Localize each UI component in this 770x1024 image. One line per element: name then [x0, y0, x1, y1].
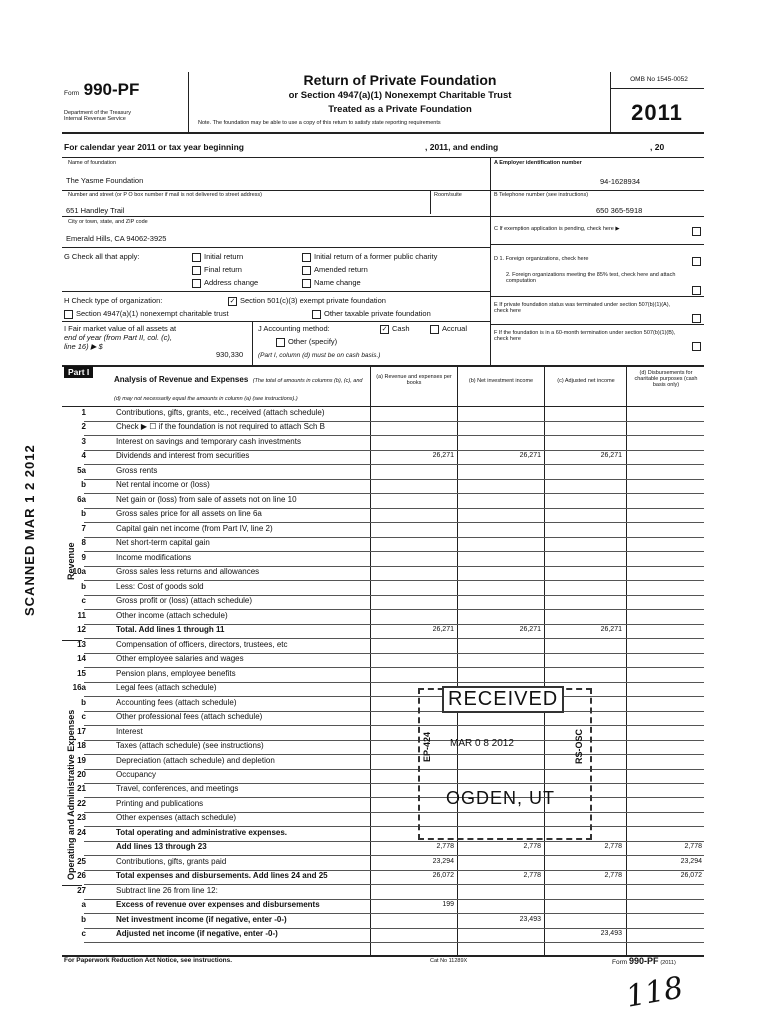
received-text: RECEIVED — [442, 686, 564, 713]
part1-title: Analysis of Revenue and Expenses (The total of amounts in columns (b), (c), and (d) may not necessarily equal the amounts in column (a) (see instructions).) — [114, 375, 363, 402]
cell-b[interactable]: 2,778 — [523, 872, 541, 880]
table-row — [64, 422, 698, 434]
ein-label: A Employer identification number — [494, 160, 582, 166]
line-number: 26 — [77, 871, 86, 881]
line-label: Printing and publications — [116, 798, 204, 808]
foreign-85-label: 2. Foreign organizations meeting the 85% test, check here and attach computation — [506, 272, 676, 285]
line-number: 20 — [77, 770, 86, 779]
cell-d[interactable]: 23,294 — [680, 857, 702, 865]
table-row — [64, 495, 698, 507]
table-row — [64, 466, 698, 478]
line-label: Net rental income or (loss) — [116, 480, 210, 490]
line-label: Dividends and interest from securities — [116, 451, 250, 461]
line-number: a — [81, 900, 86, 910]
ein-value[interactable]: 94-1628934 — [600, 177, 641, 186]
line-number: 6a — [77, 494, 86, 504]
other-method-option[interactable]: Other (specify) — [276, 337, 337, 347]
line-number: 1 — [81, 408, 86, 417]
accrual-option[interactable]: Accrual — [430, 324, 467, 334]
termination-60mo-label: F If the foundation is in a 60-month termination under section 507(b)(1)(B), check here — [494, 330, 676, 343]
final-return-option[interactable]: Final return — [192, 265, 242, 275]
line-number: 12 — [77, 625, 86, 635]
initial-former-charity-option[interactable]: Initial return of a former public charity — [302, 252, 437, 262]
line-label: Gross profit or (loss) (attach schedule) — [116, 596, 253, 606]
table-row — [64, 828, 698, 840]
omb-number: OMB No 1545-0052 — [630, 76, 688, 83]
line-number: 13 — [77, 639, 86, 649]
line-number: 14 — [77, 654, 86, 664]
fmv-value[interactable]: 930,330 — [216, 350, 244, 359]
cell-c[interactable]: 26,271 — [600, 626, 622, 634]
table-row — [64, 712, 698, 724]
cell-b[interactable]: 23,493 — [519, 915, 541, 923]
line-label: Pension plans, employee benefits — [116, 668, 236, 678]
4947-option[interactable]: Section 4947(a)(1) nonexempt charitable trust — [64, 309, 229, 319]
calendar-20-label: , 20 — [650, 142, 665, 152]
table-row — [64, 408, 698, 420]
line-label: Gross sales price for all assets on line 6a — [116, 509, 262, 519]
cell-b[interactable]: 26,271 — [519, 452, 541, 460]
g-label: G Check all that apply: — [64, 252, 140, 261]
dept-label: Department of the Treasury Internal Revenue Service — [64, 110, 131, 123]
cat-number: Cat No 11289X — [430, 958, 468, 964]
phone-value[interactable]: 650 365-5918 — [596, 206, 643, 215]
line-number: 3 — [81, 436, 86, 446]
h-label: H Check type of organization: — [64, 296, 163, 305]
line-number: 27 — [77, 885, 86, 895]
line-number: 24 — [77, 827, 86, 837]
cell-c[interactable]: 2,778 — [604, 872, 622, 880]
table-row — [64, 582, 698, 594]
table-row — [64, 856, 702, 869]
line-label: Total expenses and disbursements. Add lines 24 and 25 — [116, 871, 328, 881]
line-label: Contributions, gifts, grants paid — [116, 856, 227, 866]
line-label: Gross rents — [116, 465, 158, 475]
line-number: 7 — [81, 523, 86, 533]
exemption-pending-checkbox[interactable] — [692, 223, 704, 241]
line-label: Interest — [116, 726, 143, 736]
form-note: Note. The foundation may be able to use a copy of this return to satisfy state reporting requirements — [198, 120, 441, 126]
table-row — [64, 886, 698, 898]
table-row — [64, 509, 698, 521]
table-row — [64, 451, 698, 463]
table-row — [64, 756, 698, 768]
line-number: 11 — [77, 610, 86, 620]
line-label: Other expenses (attach schedule) — [116, 813, 237, 823]
name-label: Name of foundation — [68, 160, 117, 166]
line-number: 16a — [72, 683, 86, 693]
stamp-city: OGDEN, UT — [446, 788, 556, 808]
table-row — [64, 640, 698, 652]
cell-d[interactable]: 26,072 — [680, 872, 702, 880]
line-label: Adjusted net income (if negative, enter -0-) — [116, 929, 278, 939]
phone-label: B Telephone number (see instructions) — [494, 192, 589, 198]
line-number: 25 — [77, 856, 86, 866]
cell-a[interactable]: 26,072 — [432, 872, 454, 880]
table-row — [64, 553, 698, 565]
amended-return-option[interactable]: Amended return — [302, 265, 368, 275]
line-number: c — [81, 596, 86, 606]
table-row — [64, 929, 698, 941]
scanned-stamp: SCANNED MAR 1 2 2012 — [22, 444, 37, 616]
cell-b[interactable]: 26,271 — [519, 626, 541, 634]
other-taxable-option[interactable]: Other taxable private foundation — [312, 309, 431, 319]
line-label: Other income (attach schedule) — [116, 610, 228, 620]
line-number: b — [81, 509, 86, 519]
line-label: Compensation of officers, directors, trustees, etc — [116, 639, 288, 649]
cell-b[interactable]: 2,778 — [523, 843, 541, 851]
form-subtitle: or Section 4947(a)(1) Nonexempt Charitable Trust — [288, 90, 512, 101]
line-label: Other employee salaries and wages — [116, 654, 244, 664]
col-a-header: (a) Revenue and expenses per books — [376, 374, 452, 387]
line-number: c — [81, 712, 86, 722]
line-label: Taxes (attach schedule) (see instructions) — [116, 741, 264, 751]
line-label: Legal fees (attach schedule) — [116, 683, 217, 693]
table-row — [64, 683, 698, 695]
initial-return-option[interactable]: Initial return — [192, 252, 243, 262]
cash-basis-note: (Part I, column (d) must be on cash basis.) — [258, 352, 381, 359]
city-label: City or town, state, and ZIP code — [68, 219, 148, 225]
line-label: Travel, conferences, and meetings — [116, 784, 239, 794]
status-terminated-label: E If private foundation status was terminated under section 507(b)(1)(A), check here — [494, 302, 671, 315]
form-subtitle-2: Treated as a Private Foundation — [328, 104, 472, 115]
table-row — [64, 669, 698, 681]
city-address[interactable]: Emerald Hills, CA 94062-3925 — [66, 234, 167, 243]
form-label: Form 990-PF — [64, 80, 140, 99]
line-number: 8 — [81, 538, 86, 548]
line-number: 18 — [77, 741, 86, 751]
expenses-side-label: Operating and Administrative Expenses — [66, 709, 76, 880]
cell-a[interactable]: 23,294 — [432, 857, 454, 865]
line-number: 5a — [77, 465, 86, 475]
table-row — [64, 727, 698, 739]
table-row — [64, 770, 698, 782]
accounting-method-label: J Accounting method: — [258, 324, 330, 333]
line-label: Gross sales less returns and allowances — [116, 567, 260, 577]
calendar-ending-label: , 2011, and ending — [425, 142, 499, 152]
line-number: b — [81, 480, 86, 490]
received-date: MAR 0 8 2012 — [450, 738, 514, 749]
handwritten-mark: 118 — [623, 970, 686, 1015]
fmv-label: I Fair market value of all assets at end of year (from Part II, col. (c), line 16) ▶ $ — [64, 324, 177, 351]
line-number: 22 — [77, 798, 86, 808]
table-row — [64, 625, 698, 637]
foundation-name[interactable]: The Yasme Foundation — [66, 176, 144, 185]
street-label: Number and street (or P O box number if mail is not delivered to street address) — [68, 192, 263, 198]
cell-c[interactable]: 23,493 — [600, 930, 622, 938]
line-label: Capital gain net income (from Part IV, line 2) — [116, 523, 273, 533]
line-number: b — [81, 697, 86, 707]
received-stamp — [418, 688, 592, 840]
paperwork-notice: For Paperwork Reduction Act Notice, see instructions. — [64, 957, 233, 964]
address-change-option[interactable]: Address change — [192, 278, 258, 288]
table-row — [64, 741, 698, 753]
name-change-option[interactable]: Name change — [302, 278, 361, 288]
table-row — [64, 480, 698, 492]
termination-60mo-checkbox[interactable] — [692, 338, 704, 356]
line-label: Contributions, gifts, grants, etc., received (attach schedule) — [116, 408, 325, 417]
table-row — [64, 842, 702, 854]
line-label: Less: Cost of goods sold — [116, 581, 204, 591]
line-label: Total operating and administrative expenses. — [116, 827, 288, 837]
revenue-side-label: Revenue — [66, 542, 76, 580]
line-label: Subtract line 26 from line 12: — [116, 885, 218, 895]
table-row — [64, 654, 698, 666]
line-label: Occupancy — [116, 770, 157, 779]
table-row — [64, 437, 698, 449]
cell-c[interactable]: 26,271 — [600, 452, 622, 460]
stamp-code-left: EP-424 — [422, 731, 432, 762]
exemption-pending-label: C If exemption application is pending, check here ▶ — [494, 226, 620, 232]
cell-d[interactable]: 2,778 — [684, 843, 702, 851]
line-label: Other professional fees (attach schedule) — [116, 712, 263, 722]
part1-tag: Part I — [64, 366, 93, 378]
line-label: Total. Add lines 1 through 11 — [116, 625, 225, 635]
line-number: 15 — [77, 668, 86, 678]
line-number: 9 — [81, 552, 86, 562]
tax-year: 2011 — [631, 100, 683, 125]
foreign-85-checkbox[interactable] — [692, 282, 704, 300]
line-number: b — [81, 581, 86, 591]
line-number: c — [81, 929, 86, 939]
line-number: 17 — [77, 726, 86, 736]
col-c-header: (c) Adjusted net income — [557, 378, 615, 384]
table-row — [64, 538, 698, 550]
foreign-org-checkbox[interactable] — [692, 253, 704, 271]
line-label: Excess of revenue over expenses and disbursements — [116, 900, 320, 910]
col-b-header: (b) Net investment income — [468, 378, 534, 384]
line-label: Net investment income (if negative, enter -0-) — [116, 914, 287, 924]
calendar-year-label: For calendar year 2011 or tax year beginning — [64, 142, 244, 152]
table-row — [64, 567, 698, 579]
line-label: Net short-term capital gain — [116, 538, 210, 548]
col-d-header: (d) Disbursements for charitable purposes (cash basis only) — [634, 370, 698, 389]
line-label: Depreciation (attach schedule) and depletion — [116, 755, 275, 765]
table-row — [64, 799, 698, 811]
table-row — [64, 524, 698, 536]
cell-a[interactable]: 199 — [442, 901, 454, 909]
line-number: b — [81, 914, 86, 924]
form-title: Return of Private Foundation — [303, 72, 497, 88]
line-label: Add lines 13 through 23 — [116, 842, 207, 852]
501c3-option[interactable]: ✓ Section 501(c)(3) exempt private foundation — [229, 296, 386, 305]
cell-a[interactable]: 26,271 — [432, 452, 454, 460]
cell-a[interactable]: 26,271 — [432, 626, 454, 634]
line-number: 23 — [77, 813, 86, 823]
cell-a[interactable]: 2,778 — [436, 843, 454, 851]
line-label: Interest on savings and temporary cash investments — [116, 436, 301, 446]
table-row — [64, 611, 698, 623]
line-label: Income modifications — [116, 552, 192, 562]
footer-form-label: Form 990-PF (2011) — [612, 956, 676, 966]
stamp-code-right: RS-OSC — [574, 728, 584, 764]
line-label: Accounting fees (attach schedule) — [116, 697, 237, 707]
cell-c[interactable]: 2,778 — [604, 843, 622, 851]
foreign-org-label: D 1. Foreign organizations, check here — [494, 256, 589, 262]
line-label: Check ▶ ☐ if the foundation is not required to attach Sch B — [116, 422, 325, 432]
room-label: Room/suite — [434, 192, 462, 198]
table-row — [64, 915, 698, 927]
cash-option[interactable]: ✓ Cash — [381, 324, 410, 333]
status-terminated-checkbox[interactable] — [692, 310, 704, 328]
line-number: 19 — [77, 755, 86, 765]
table-row — [64, 871, 702, 883]
table-row — [64, 784, 698, 796]
line-number: 4 — [81, 451, 86, 461]
street-address[interactable]: 651 Handley Trail — [66, 206, 125, 215]
line-number: 2 — [81, 422, 86, 432]
table-row — [64, 698, 698, 710]
line-number: 21 — [77, 784, 86, 794]
line-label: Net gain or (loss) from sale of assets not on line 10 — [116, 494, 297, 504]
table-row — [64, 596, 698, 608]
line-number: 10a — [72, 567, 86, 577]
table-row — [64, 813, 698, 825]
table-row — [64, 900, 698, 912]
